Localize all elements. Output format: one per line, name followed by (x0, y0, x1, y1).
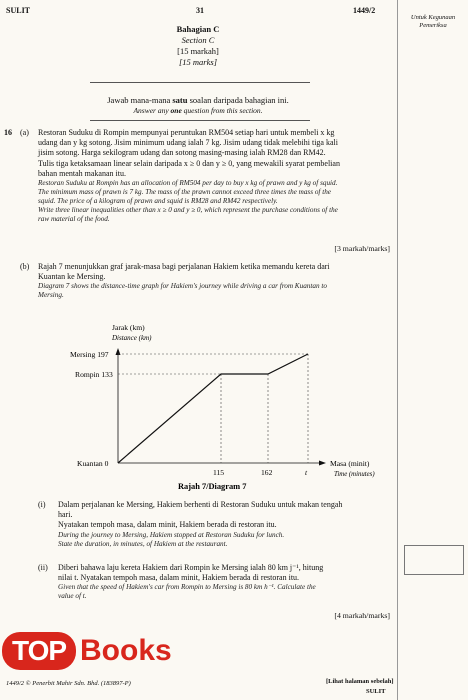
question-number: 16 (4, 128, 12, 137)
x-label-162: 162 (261, 468, 273, 477)
page-number: 31 (196, 6, 204, 15)
y-label-mersing: Mersing 197 (70, 350, 109, 359)
logo-top: TOP (2, 632, 76, 670)
section-marks-en: [15 marks] (178, 57, 218, 67)
instruction: Jawab mana-mana satu soalan daripada bahagian ini. (107, 95, 289, 105)
sub-i-label: (i) (38, 500, 46, 509)
x-label-t: t (305, 468, 308, 477)
part-a-text: Restoran Suduku di Rompin mempunyai peruntukan RM504 setiap hari untuk membeli x kg udang dan y kg sotong. Jisim minimum udang ialah 7 kg. Jisim udang tidak melebihi tiga kali jisim sotong. Harga sekilogram udang dan sotong masing-masing ialah RM28 dan RM42. Tulis tiga ketaksamaan linear selain daripada x ≥ 0 dan y ≥ 0, yang mewakili syarat pembelian bahan mentah makanan itu. Restoran Suduku at Rompin has an allocation of RM504 per day to buy x kg of prawn and y kg of squid. The minimum mass of prawn is 7 kg. The mass of the prawn cannot exceed three times the mass of the squid. The price of a kilogram of prawn and squid is RM28 and RM42 respectively. Write three linear inequalities other than x ≥ 0 and y ≥ 0, which represent the purchase conditions of the raw material of the food. (38, 128, 340, 224)
topbooks-logo (2, 632, 202, 672)
x-axis-arrow (319, 461, 326, 466)
instruction-en: Answer any one question from this section. (133, 106, 263, 115)
footer-sulit: SULIT (366, 688, 386, 695)
y-label-rompin: Rompin 133 (75, 370, 113, 379)
part-b-text: Rajah 7 menunjukkan graf jarak-masa bagi perjalanan Hakiem ketika memandu kereta dari Kuantan ke Mersing. Diagram 7 shows the distance-time graph for Hakiem's journey while driving a car from Kuantan to Mersing. (38, 262, 330, 300)
origin-label: Kuantan 0 (77, 459, 109, 468)
part-a-marks: [3 markah/marks] (334, 244, 390, 253)
section-title: Bahagian C (176, 24, 220, 34)
sub-ii-text: Diberi bahawa laju kereta Hakiem dari Rompin ke Mersing ialah 80 km j⁻¹, hitung nilai t. Nyatakan tempoh masa, dalam minit, Hakiem berada di restoran itu. Given that the speed of Hakiem's car from Rompin to Mersing is 80 km h⁻¹. Calculate the value of t. (58, 563, 324, 601)
y-axis-label-en: Distance (km) (112, 334, 152, 342)
footer-copyright: 1449/2 © Penerbit Mahir Sdn. Bhd. (183897-P) (6, 680, 131, 687)
x-label-115: 115 (213, 468, 225, 477)
journey-line (118, 354, 308, 463)
part-a-label: (a) (20, 128, 29, 137)
section-title-en: Section C (181, 35, 215, 45)
sub-ii-label: (ii) (38, 563, 48, 572)
y-axis-label: Jarak (km) (112, 323, 145, 332)
part-b-marks: [4 markah/marks] (334, 611, 390, 620)
logo-books: Books (80, 634, 172, 667)
sub-i-text: Dalam perjalanan ke Mersing, Hakiem berhenti di Restoran Suduku untuk makan tengah hari. Nyatakan tempoh masa, dalam minit, Hakiem berada di restoran itu. During the journey to Mersing, Hakiem stopped at Restoran Suduku for lunch. State the duration, in minutes, of Hakiem at the restaurant. (58, 500, 343, 548)
diagram-caption: Rajah 7/Diagram 7 (178, 482, 247, 491)
section-marks: [15 markah] (177, 46, 219, 56)
footer-next-page: [Lihat halaman sebelah] (326, 678, 394, 685)
paper-code: 1449/2 (353, 6, 376, 15)
x-axis-label: Masa (minit) (330, 459, 370, 468)
x-axis-label-en: Time (minutes) (334, 471, 375, 478)
header-left: SULIT (6, 6, 31, 15)
examiner-use-label: Untuk Kegunaan Pemeriksa (410, 14, 456, 29)
part-b-label: (b) (20, 262, 30, 271)
